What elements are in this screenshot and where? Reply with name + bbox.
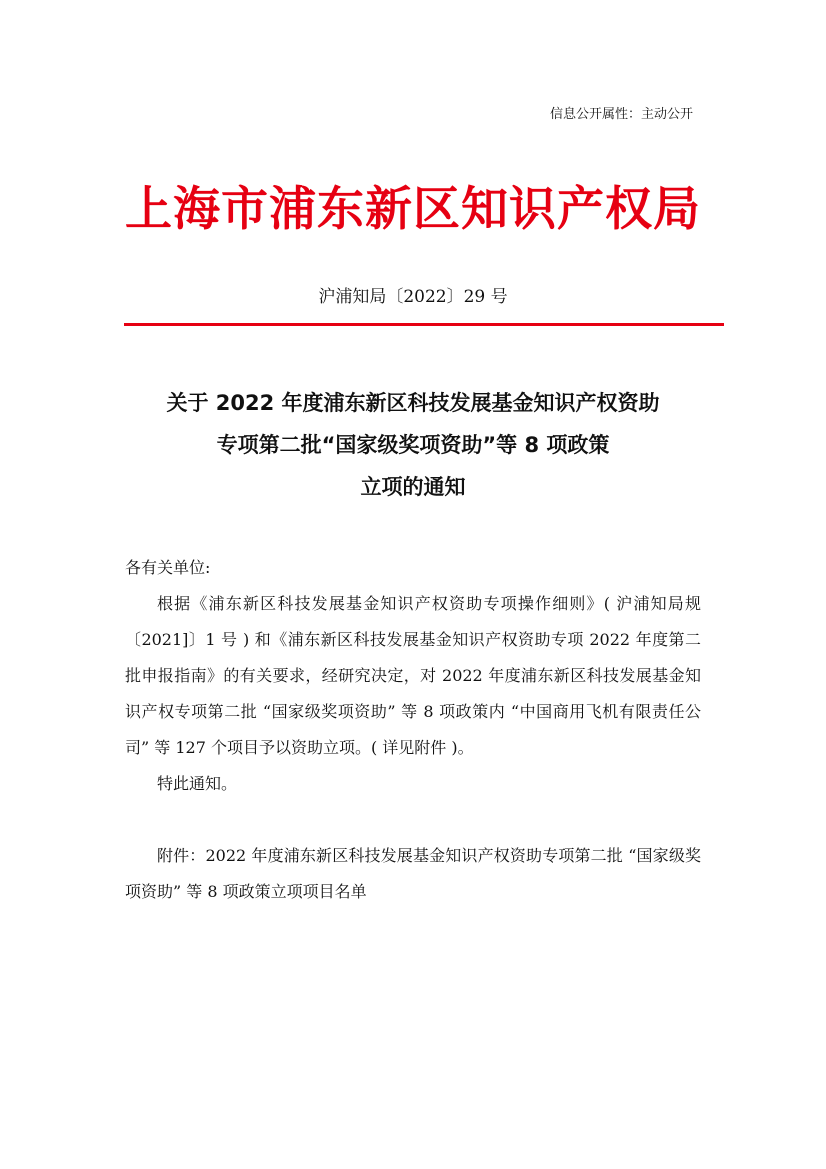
notice-title-line-2: 专项第二批“国家级奖项资助”等 8 项政策 [216, 433, 610, 457]
document-number: 沪浦知局〔2022〕29 号 [318, 287, 508, 307]
main-paragraph: 根据《浦东新区科技发展基金知识产权资助专项操作细则》( 沪浦知局规〔2021]〕1 号 ) 和《浦东新区科技发展基金知识产权资助专项 2022 年度第二批申报指南》的有关要求，经研究决定，对 2022 年度浦东新区科技发展基金知识产权专项第二批 “国家级奖项资助” 等 8 项政策内 “中国商用飞机有限责任公司” 等 127 个项目予以资助立项。( 详见附件 )。 [125, 594, 701, 757]
issuing-authority-title: 上海市浦东新区知识产权局 [125, 182, 701, 237]
red-separator-line [124, 323, 724, 326]
closing-remark: 特此通知。 [157, 774, 238, 793]
notice-title-line-3: 立项的通知 [360, 475, 466, 499]
attachment-note: 附件：2022 年度浦东新区科技发展基金知识产权资助专项第二批 “国家级奖项资助” 等 8 项政策立项项目名单 [125, 846, 701, 901]
notice-body [125, 550, 701, 910]
disclosure-attribute: 信息公开属性：主动公开 [549, 107, 693, 122]
notice-title [110, 382, 716, 508]
notice-title-line-1: 关于 2022 年度浦东新区科技发展基金知识产权资助 [166, 391, 660, 415]
salutation: 各有关单位: [125, 558, 211, 577]
